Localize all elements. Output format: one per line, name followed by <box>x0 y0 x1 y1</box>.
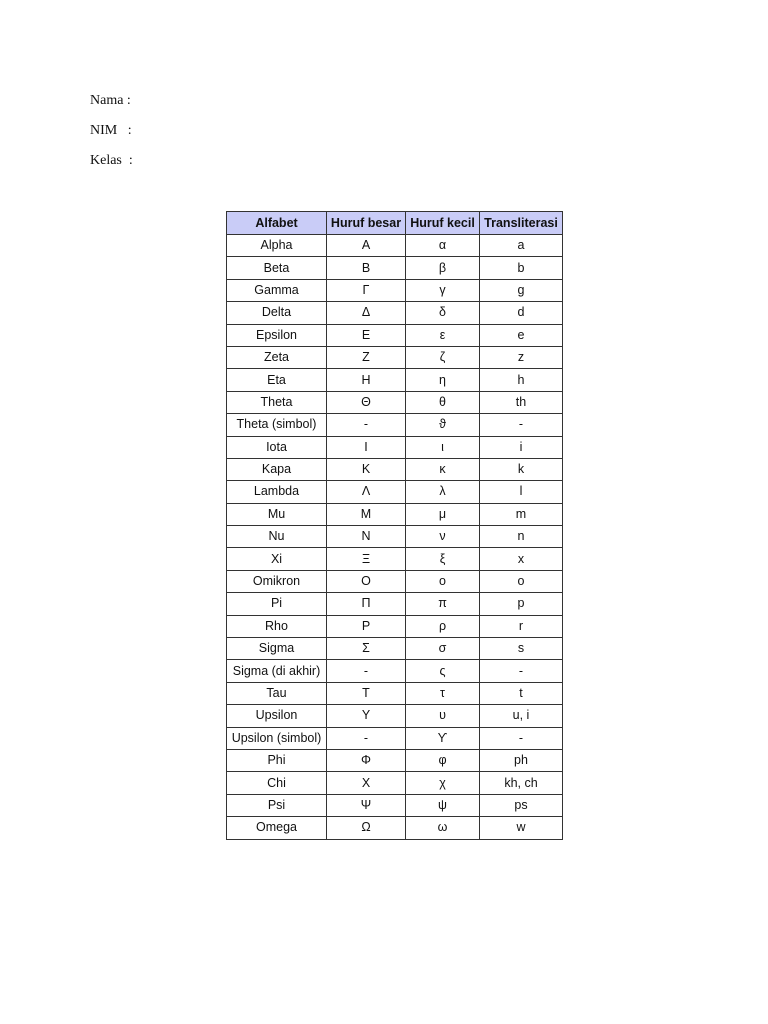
table-row <box>227 638 563 660</box>
cell-uppercase: Γ <box>327 279 406 301</box>
cell-transliteration: ps <box>480 794 563 816</box>
table-header-row <box>227 212 563 235</box>
cell-transliteration: m <box>480 503 563 525</box>
cell-transliteration: l <box>480 481 563 503</box>
cell-transliteration: i <box>480 436 563 458</box>
cell-transliteration: p <box>480 593 563 615</box>
cell-alphabet-name: Theta <box>227 391 327 413</box>
cell-alphabet-name: Delta <box>227 302 327 324</box>
column-header-lowercase: Huruf kecil <box>406 212 480 235</box>
cell-lowercase: ξ <box>406 548 480 570</box>
table-row <box>227 570 563 592</box>
cell-transliteration: t <box>480 682 563 704</box>
table-row <box>227 593 563 615</box>
cell-alphabet-name: Zeta <box>227 346 327 368</box>
cell-uppercase: Τ <box>327 682 406 704</box>
cell-alphabet-name: Rho <box>227 615 327 637</box>
cell-lowercase: ρ <box>406 615 480 637</box>
cell-transliteration: w <box>480 817 563 839</box>
cell-uppercase: Ξ <box>327 548 406 570</box>
cell-lowercase: ι <box>406 436 480 458</box>
cell-transliteration: th <box>480 391 563 413</box>
cell-transliteration: d <box>480 302 563 324</box>
cell-lowercase: ζ <box>406 346 480 368</box>
cell-lowercase: φ <box>406 749 480 771</box>
table-row <box>227 414 563 436</box>
cell-transliteration: z <box>480 346 563 368</box>
table-row <box>227 615 563 637</box>
cell-uppercase: Ν <box>327 526 406 548</box>
cell-alphabet-name: Theta (simbol) <box>227 414 327 436</box>
cell-lowercase: ω <box>406 817 480 839</box>
cell-lowercase: κ <box>406 458 480 480</box>
cell-lowercase: σ <box>406 638 480 660</box>
cell-lowercase: ψ <box>406 794 480 816</box>
cell-transliteration: k <box>480 458 563 480</box>
cell-uppercase: Σ <box>327 638 406 660</box>
cell-uppercase: Δ <box>327 302 406 324</box>
name-label: Nama : <box>90 93 131 108</box>
cell-alphabet-name: Mu <box>227 503 327 525</box>
cell-transliteration: - <box>480 660 563 682</box>
cell-transliteration: o <box>480 570 563 592</box>
cell-lowercase: ν <box>406 526 480 548</box>
cell-transliteration: u, i <box>480 705 563 727</box>
cell-alphabet-name: Omega <box>227 817 327 839</box>
cell-alphabet-name: Epsilon <box>227 324 327 346</box>
column-header-transliteration: Transliterasi <box>480 212 563 235</box>
table-row <box>227 302 563 324</box>
cell-uppercase: Μ <box>327 503 406 525</box>
cell-transliteration: ph <box>480 749 563 771</box>
cell-uppercase: Θ <box>327 391 406 413</box>
table-row <box>227 705 563 727</box>
greek-alphabet-table <box>226 211 563 840</box>
cell-lowercase: ς <box>406 660 480 682</box>
cell-uppercase: - <box>327 727 406 749</box>
cell-uppercase: Ο <box>327 570 406 592</box>
table-row <box>227 794 563 816</box>
cell-lowercase: π <box>406 593 480 615</box>
cell-alphabet-name: Sigma <box>227 638 327 660</box>
cell-uppercase: Λ <box>327 481 406 503</box>
cell-uppercase: Χ <box>327 772 406 794</box>
cell-alphabet-name: Beta <box>227 257 327 279</box>
cell-uppercase: Β <box>327 257 406 279</box>
cell-lowercase: μ <box>406 503 480 525</box>
cell-alphabet-name: Pi <box>227 593 327 615</box>
cell-lowercase: α <box>406 235 480 257</box>
column-header-alphabet: Alfabet <box>227 212 327 235</box>
cell-transliteration: b <box>480 257 563 279</box>
table-body <box>227 235 563 840</box>
cell-uppercase: Π <box>327 593 406 615</box>
cell-lowercase: λ <box>406 481 480 503</box>
cell-lowercase: γ <box>406 279 480 301</box>
cell-transliteration: - <box>480 414 563 436</box>
cell-uppercase: Ω <box>327 817 406 839</box>
table-row <box>227 324 563 346</box>
cell-lowercase: ϒ <box>406 727 480 749</box>
cell-lowercase: τ <box>406 682 480 704</box>
cell-transliteration: r <box>480 615 563 637</box>
cell-transliteration: g <box>480 279 563 301</box>
cell-lowercase: δ <box>406 302 480 324</box>
cell-lowercase: η <box>406 369 480 391</box>
table-row <box>227 727 563 749</box>
cell-transliteration: n <box>480 526 563 548</box>
table-row <box>227 660 563 682</box>
table-row <box>227 526 563 548</box>
cell-uppercase: Ψ <box>327 794 406 816</box>
cell-lowercase: θ <box>406 391 480 413</box>
cell-lowercase: χ <box>406 772 480 794</box>
cell-alphabet-name: Tau <box>227 682 327 704</box>
cell-transliteration: h <box>480 369 563 391</box>
nim-label: NIM : <box>90 123 132 138</box>
cell-alphabet-name: Omikron <box>227 570 327 592</box>
cell-uppercase: Η <box>327 369 406 391</box>
table-row <box>227 772 563 794</box>
cell-alphabet-name: Psi <box>227 794 327 816</box>
student-info-form <box>90 91 133 181</box>
cell-transliteration: e <box>480 324 563 346</box>
table-row <box>227 436 563 458</box>
cell-alphabet-name: Chi <box>227 772 327 794</box>
cell-alphabet-name: Upsilon <box>227 705 327 727</box>
cell-transliteration: a <box>480 235 563 257</box>
cell-transliteration: x <box>480 548 563 570</box>
cell-alphabet-name: Iota <box>227 436 327 458</box>
table-row <box>227 458 563 480</box>
table-row <box>227 391 563 413</box>
cell-uppercase: Ι <box>327 436 406 458</box>
table-row <box>227 817 563 839</box>
cell-uppercase: Κ <box>327 458 406 480</box>
cell-transliteration: kh, ch <box>480 772 563 794</box>
cell-alphabet-name: Sigma (di akhir) <box>227 660 327 682</box>
cell-alphabet-name: Kapa <box>227 458 327 480</box>
table-row <box>227 257 563 279</box>
cell-alphabet-name: Gamma <box>227 279 327 301</box>
table-row <box>227 749 563 771</box>
cell-transliteration: - <box>480 727 563 749</box>
cell-uppercase: - <box>327 414 406 436</box>
table-row <box>227 279 563 301</box>
table-row <box>227 503 563 525</box>
cell-alphabet-name: Nu <box>227 526 327 548</box>
cell-lowercase: υ <box>406 705 480 727</box>
table-row <box>227 548 563 570</box>
cell-uppercase: Α <box>327 235 406 257</box>
cell-alphabet-name: Upsilon (simbol) <box>227 727 327 749</box>
cell-alphabet-name: Phi <box>227 749 327 771</box>
cell-uppercase: Υ <box>327 705 406 727</box>
cell-alphabet-name: Xi <box>227 548 327 570</box>
cell-lowercase: β <box>406 257 480 279</box>
table-row <box>227 346 563 368</box>
table-row <box>227 235 563 257</box>
cell-transliteration: s <box>480 638 563 660</box>
cell-uppercase: Φ <box>327 749 406 771</box>
cell-alphabet-name: Lambda <box>227 481 327 503</box>
cell-lowercase: ο <box>406 570 480 592</box>
cell-uppercase: Ε <box>327 324 406 346</box>
cell-alphabet-name: Alpha <box>227 235 327 257</box>
table-row <box>227 481 563 503</box>
class-label: Kelas : <box>90 153 133 168</box>
cell-alphabet-name: Eta <box>227 369 327 391</box>
cell-uppercase: - <box>327 660 406 682</box>
table-row <box>227 682 563 704</box>
cell-uppercase: Ζ <box>327 346 406 368</box>
table-row <box>227 369 563 391</box>
cell-lowercase: ϑ <box>406 414 480 436</box>
cell-uppercase: Ρ <box>327 615 406 637</box>
cell-lowercase: ε <box>406 324 480 346</box>
column-header-uppercase: Huruf besar <box>327 212 406 235</box>
